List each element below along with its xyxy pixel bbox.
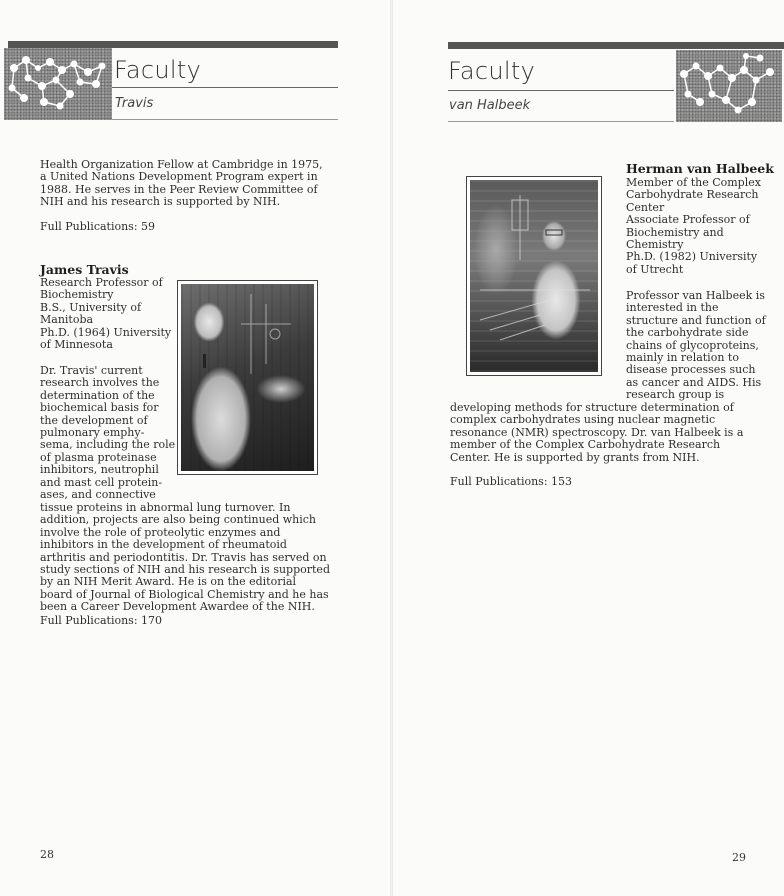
header-rule [448,90,674,91]
page-title: Faculty [448,57,536,85]
body-line: sema, including the role [40,438,176,452]
credential-line: of Minnesota [40,338,113,352]
credential-line: Chemistry [626,238,684,252]
body-line: biochemical basis for [40,401,159,415]
body-line: the development of [40,413,148,427]
credential-line: of Utrecht [626,262,684,276]
page-number: 28 [40,848,54,861]
faculty-publications: Full Publications: 170 [40,614,163,627]
credential-line: Carbohydrate Research [626,188,759,202]
header-top-bar [448,42,784,49]
research-description-continued [40,502,330,614]
body-line: mainly in relation to [626,351,739,365]
credential-line: Biochemistry [40,288,114,302]
body-line: interested in the [626,301,719,315]
body-line: disease processes such [626,363,756,377]
credential-line: Manitoba [40,313,94,327]
credential-line: Member of the Complex [626,176,761,189]
credential-line: Associate Professor of [626,213,750,227]
credential-line: Biochemistry and [626,225,724,239]
header-rule-lower [448,121,674,122]
page-subtitle: van Halbeek [449,98,531,113]
intro-paragraph [40,159,332,209]
credential-line: Ph.D. (1964) University [40,325,172,339]
credential-line: B.S., University of [40,300,142,314]
research-description-column [40,365,176,501]
research-description-continued [450,402,750,464]
credential-line: Center [626,200,665,214]
body-line: the carbohydrate side [626,326,749,340]
faculty-name: Herman van Halbeek [626,161,774,176]
credential-line: Ph.D. (1982) University [626,250,758,264]
header-rule-lower [112,119,338,120]
body-line: chains of glycoproteins, [626,338,759,352]
body-line: determination of the [40,388,155,402]
faculty-name: James Travis [40,262,129,277]
molecule-pattern-icon [4,48,112,120]
header-top-bar [8,41,338,48]
body-line: ases, and connective [40,488,156,502]
body-line: research involves the [40,376,160,390]
body-line: as cancer and AIDS. His [626,375,762,389]
intro-publications: Full Publications: 59 [40,220,156,233]
body-text: tissue proteins in abnormal lung turnover. In addition, projects are also being continued which involve the role of proteolytic enzymes and inhibitors in the development of rheumatoid arthritis and periodontitis. Dr. Travis has served on study sections of NIH and his research is supported by an NIH Merit Award. He is on the editorial board of Journal of Biological Chemistry and he has been a Career Development Awardee of the NIH. [40,501,330,614]
intro-text: Health Organization Fellow at Cambridge in 1975, a United Nations Development Program expert in 1988. He serves in the Peer Review Committee of NIH and his research is supported by NIH. [40,158,323,209]
body-line: research group is [626,388,725,402]
research-description-column [626,290,778,402]
right-page [392,0,784,896]
faculty-credentials [626,177,776,276]
body-line: structure and function of [626,313,766,327]
page-title: Faculty [114,56,202,84]
body-text: developing methods for structure determination of complex carbohydrates using nuclear magnetic resonance (NMR) spectroscopy. Dr. van Halbeek is a member of the Complex Carbohydrate Research Center. He is supported by grants from NIH. [450,401,744,464]
faculty-credentials [40,277,174,351]
faculty-publications: Full Publications: 153 [450,475,573,488]
portrait-photo-travis [177,280,318,475]
portrait-photo-van-halbeek [466,176,602,376]
body-line: pulmonary emphy- [40,426,145,440]
header-rule [112,87,338,88]
body-line: of plasma proteinase [40,450,157,464]
molecule-pattern-icon [676,50,782,122]
body-line: and mast cell protein- [40,475,163,489]
body-line: Professor van Halbeek is [626,289,765,302]
body-line: Dr. Travis' current [40,364,143,377]
credential-line: Research Professor of [40,276,163,289]
body-line: inhibitors, neutrophil [40,463,159,477]
page-subtitle: Travis [115,96,154,111]
page-number: 29 [732,851,746,864]
